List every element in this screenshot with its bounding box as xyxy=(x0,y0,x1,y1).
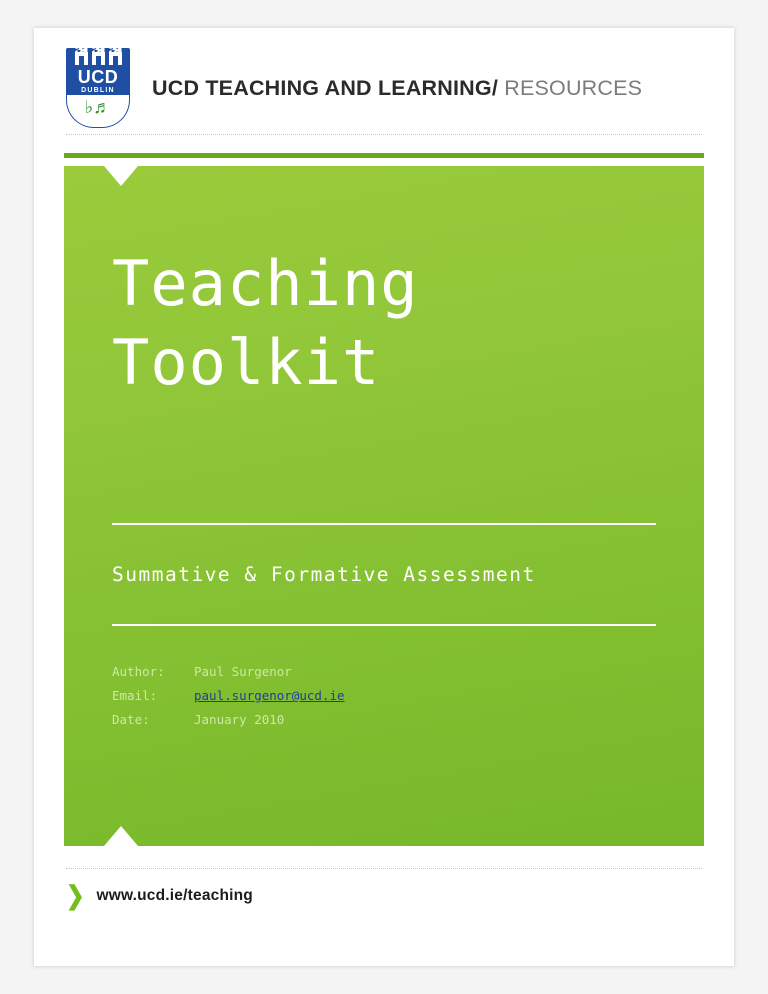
castle-tower-icon xyxy=(92,52,105,65)
header-divider xyxy=(66,134,702,135)
header-title xyxy=(152,76,642,101)
castle-tower-icon xyxy=(75,52,88,65)
ucd-logo-text xyxy=(66,68,130,94)
header-title-slash: / xyxy=(491,75,499,100)
page-title-line-1: Teaching xyxy=(112,247,419,320)
ucd-logo-mark: UCD xyxy=(77,67,119,87)
metadata-row-date xyxy=(112,708,656,732)
panel-notch-bottom xyxy=(104,826,138,846)
metadata-value-date: January 2010 xyxy=(194,712,285,728)
cover-panel-wrapper xyxy=(64,153,704,846)
footer-website-link[interactable]: www.ucd.ie/teaching xyxy=(96,887,253,904)
page-footer xyxy=(34,869,734,910)
panel-top-bar xyxy=(64,153,704,158)
cover-title-block xyxy=(112,166,656,403)
ucd-logo xyxy=(66,48,130,128)
metadata-row-author xyxy=(112,660,656,684)
ucd-logo-sub: DUBLIN xyxy=(81,87,115,94)
cover-metadata xyxy=(112,660,656,733)
subtitle-rule-bottom xyxy=(112,624,656,626)
document-page xyxy=(34,28,734,966)
metadata-label-author: Author: xyxy=(112,663,165,679)
panel-notch-top xyxy=(104,166,138,186)
metadata-label-date: Date: xyxy=(112,712,150,728)
page-header xyxy=(34,28,734,120)
ucd-shield-upper xyxy=(66,48,130,95)
harp-icon: ♭♬ xyxy=(84,97,112,117)
metadata-value-author: Paul Surgenor xyxy=(194,663,292,679)
castle-tower-icon xyxy=(109,52,122,65)
author-email-link[interactable]: paul.surgenor@ucd.ie xyxy=(194,688,345,704)
page-title-line-2: Toolkit xyxy=(112,326,381,400)
cover-subtitle: Summative & Formative Assessment xyxy=(112,562,536,586)
metadata-label-email: Email: xyxy=(112,688,158,704)
ucd-crest-towers xyxy=(66,52,130,65)
chevron-right-icon: ❯ xyxy=(66,881,85,910)
cover-panel xyxy=(64,166,704,846)
header-title-bold: UCD TEACHING AND LEARNING xyxy=(152,75,492,100)
header-title-light: RESOURCES xyxy=(504,75,643,100)
ucd-shield-lower xyxy=(66,95,130,128)
metadata-row-email xyxy=(112,684,656,708)
